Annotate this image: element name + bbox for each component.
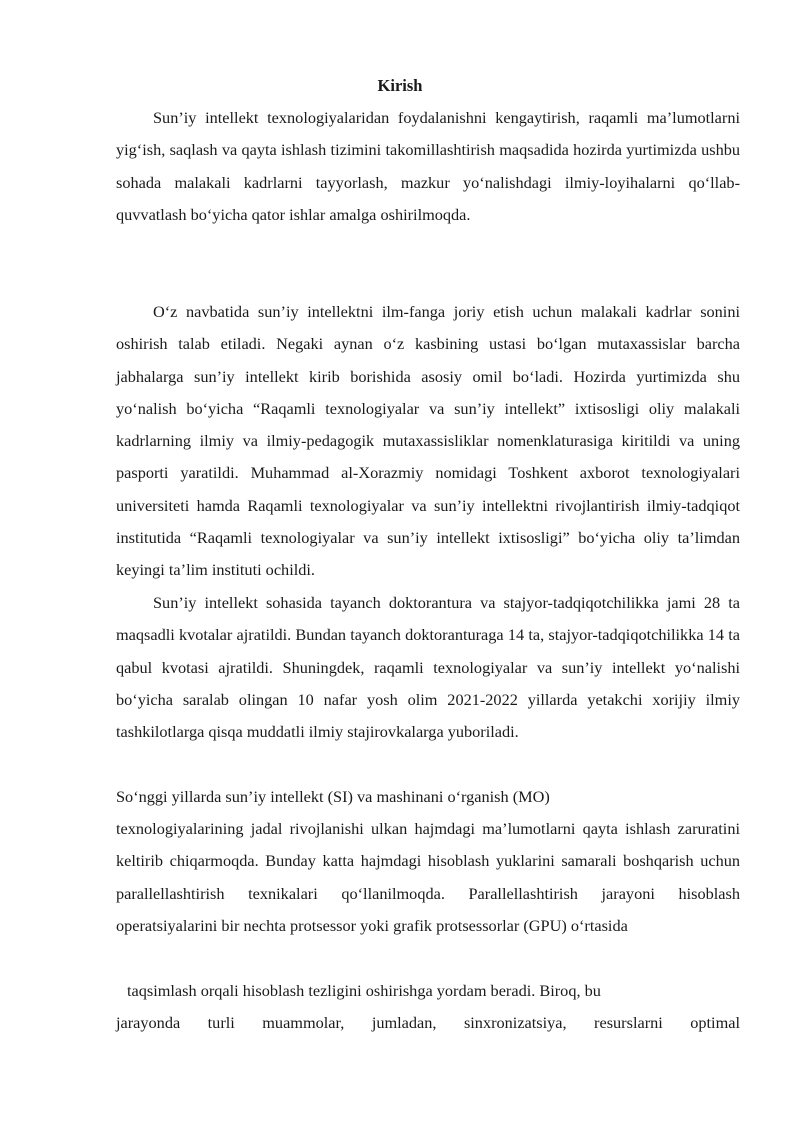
paragraph-2: O‘z navbatida sun’iy intellektni ilm-fanga joriy etish uchun malakali kadrlar sonini oshirish talab etiladi. Negaki aynan o‘z kasbining ustasi bo‘lgan mutaxassislar barcha jabhalarga sun’iy intellekt kirib borishida asosiy omil bo‘ladi. Hozirda yurtimizda shu yo‘nalish bo‘yicha “Raqamli texnologiyalar va sun’iy intellekt” ixtisosligi oliy malakali kadrlarning ilmiy va ilmiy-pedagogik mutaxassisliklar nomenklaturasiga kiritildi va uning pasporti yaratildi. Muhammad al-Xorazmiy nomidagi Toshkent axborot texnologiyalari universiteti hamda Raqamli texnologiyalar va sun’iy intellektni rivojlantirish ilmiy-tadqiqot institutida “Raqamli texnologiyalar va sun’iy intellekt ixtisosligi” bo‘yicha oliy ta’limdan keyingi ta’lim instituti ochildi.: [116, 302, 740, 580]
paragraph-7-line: jarayonda turli muammolar, jumladan, sinxronizatsiya, resurslarni optimal: [116, 1013, 740, 1032]
paragraph-6-line: taqsimlash orqali hisoblash tezligini oshirishga yordam beradi. Biroq, bu: [127, 981, 601, 1000]
paragraph-1: Sun’iy intellekt texnologiyalaridan foydalanishni kengaytirish, raqamli ma’lumotlarni yig‘ish, saqlash va qayta ishlash tizimini takomillashtirish maqsadida hozirda yurtimizda ushbu sohada malakali kadrlarni tayyorlash, mazkur yo‘nalishdagi ilmiy-loyihalarni qo‘llab-quvvatlash bo‘yicha qator ishlar amalga oshirilmoqda.: [116, 108, 740, 224]
paragraph-5: texnologiyalarining jadal rivojlanishi ulkan hajmdagi ma’lumotlarni qayta ishlash zaruratini keltirib chiqarmoqda. Bunday katta hajmdagi hisoblash yuklarini samarali boshqarish uchun parallellashtirish texnikalari qo‘llanilmoqda. Parallellashtirish jarayoni hisoblash operatsiyalarini bir nechta protsessor yoki grafik protsessorlar (GPU) o‘rtasida: [116, 819, 740, 935]
paragraph-4-line: So‘nggi yillarda sun’iy intellekt (SI) va mashinani o‘rganish (MO): [116, 787, 550, 806]
paragraph-3: Sun’iy intellekt sohasida tayanch doktorantura va stajyor-tadqiqotchilikka jami 28 ta maqsadli kvotalar ajratildi. Bundan tayanch doktoranturaga 14 ta, stajyor-tadqiqotchilikka 14 ta qabul kvotasi ajratildi. Shuningdek, raqamli texnologiyalar va sun’iy intellekt yo‘nalishi bo‘yicha saralab olingan 10 nafar yosh olim 2021-2022 yillarda yetakchi xorijiy ilmiy tashkilotlarga qisqa muddatli ilmiy stajirovkalarga yuboriladi.: [116, 593, 740, 742]
page-title: Kirish: [377, 76, 423, 95]
